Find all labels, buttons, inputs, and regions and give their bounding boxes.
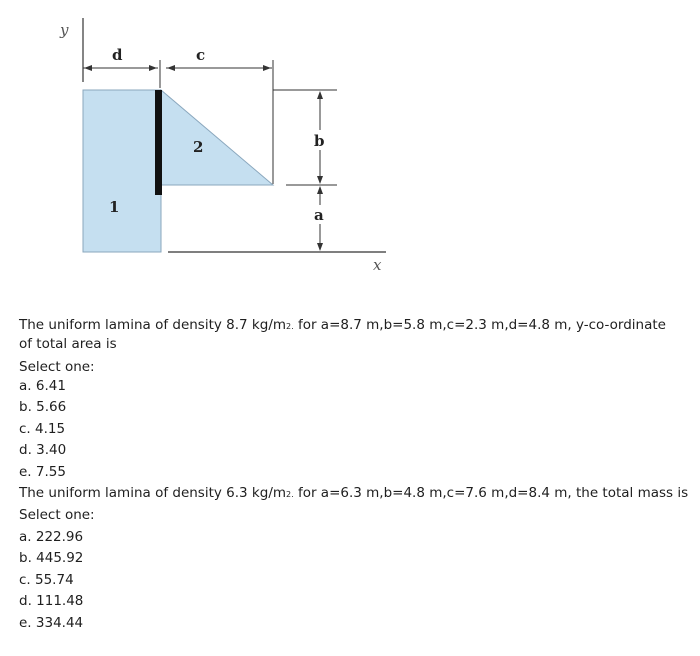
y-axis-label: y bbox=[60, 21, 69, 39]
dim-b-label: b bbox=[314, 132, 325, 150]
shape-1-rectangle bbox=[83, 90, 161, 252]
shape-1-label: 1 bbox=[109, 198, 120, 216]
dim-b-arrow-up bbox=[317, 91, 323, 99]
q1-option-e[interactable]: e. 7.55 bbox=[19, 464, 66, 480]
q2-stem-line1 bbox=[19, 484, 688, 504]
q2-stem-pre: The uniform lamina of density 6.3 kg/m bbox=[19, 485, 287, 501]
q2-option-b[interactable]: b. 445.92 bbox=[19, 550, 84, 566]
q1-option-a[interactable]: a. 6.41 bbox=[19, 378, 66, 394]
q1-option-b[interactable]: b. 5.66 bbox=[19, 399, 67, 415]
q2-option-c[interactable]: c. 55.74 bbox=[19, 572, 74, 588]
dim-c-arrow-right bbox=[263, 65, 271, 71]
dim-d-label: d bbox=[112, 46, 123, 64]
dim-d-arrow-left bbox=[84, 65, 92, 71]
q2-stem-post: for a=6.3 m,b=4.8 m,c=7.6 m,d=8.4 m, the total mass is bbox=[293, 485, 689, 501]
dim-a-label: a bbox=[314, 206, 324, 224]
q1-select-one: Select one: bbox=[19, 359, 95, 375]
q2-option-e[interactable]: e. 334.44 bbox=[19, 615, 84, 631]
q1-stem-pre: The uniform lamina of density 8.7 kg/m bbox=[19, 317, 287, 333]
q2-option-d[interactable]: d. 111.48 bbox=[19, 593, 84, 609]
dim-d-arrow-right bbox=[149, 65, 157, 71]
q1-unit-sub: 2. bbox=[286, 322, 294, 331]
q1-stem-post: for a=8.7 m,b=5.8 m,c=2.3 m,d=4.8 m, y-co-ordinate bbox=[293, 317, 666, 333]
q2-unit-sub: 2. bbox=[286, 490, 294, 499]
q2-option-a[interactable]: a. 222.96 bbox=[19, 529, 84, 545]
dim-a-arrow-down bbox=[317, 243, 323, 251]
q1-option-c[interactable]: c. 4.15 bbox=[19, 421, 66, 437]
q1-stem-line1 bbox=[19, 316, 666, 336]
lamina-figure bbox=[0, 0, 700, 300]
dim-c-label: c bbox=[196, 46, 206, 64]
x-axis-label: x bbox=[373, 256, 382, 274]
q1-option-d[interactable]: d. 3.40 bbox=[19, 442, 67, 458]
dim-a-arrow-up bbox=[317, 186, 323, 194]
q2-select-one: Select one: bbox=[19, 507, 95, 523]
shape-2-triangle bbox=[161, 90, 273, 185]
shape-2-label: 2 bbox=[193, 138, 204, 156]
dim-c-arrow-left bbox=[167, 65, 175, 71]
q1-stem-line2: of total area is bbox=[19, 336, 117, 352]
dim-b-arrow-down bbox=[317, 176, 323, 184]
separator-bar bbox=[155, 90, 162, 195]
